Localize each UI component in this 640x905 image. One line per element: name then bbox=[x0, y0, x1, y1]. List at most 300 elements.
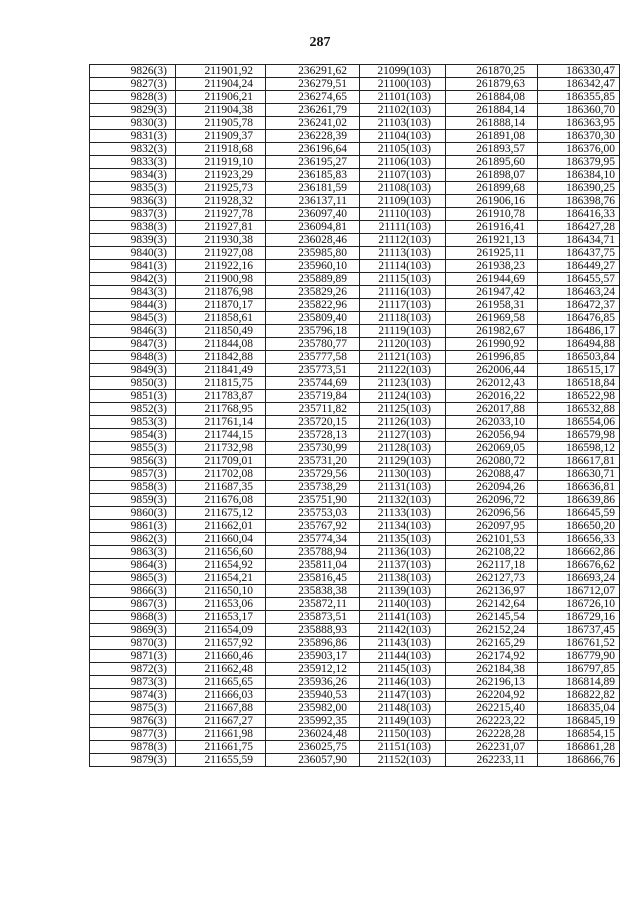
cell-y-coordinate-2: 186463,24 bbox=[538, 286, 620, 299]
table-row bbox=[90, 598, 620, 611]
table-row bbox=[90, 312, 620, 325]
cell-x-coordinate-2: 262165,29 bbox=[446, 637, 538, 650]
cell-y-coordinate-2: 186416,33 bbox=[538, 208, 620, 221]
table-row bbox=[90, 247, 620, 260]
cell-y-coordinate: 235888,93 bbox=[266, 624, 360, 637]
cell-y-coordinate-2: 186693,24 bbox=[538, 572, 620, 585]
cell-x-coordinate: 211656,60 bbox=[176, 546, 266, 559]
cell-x-coordinate: 211841,49 bbox=[176, 364, 266, 377]
cell-point-number-2: 21112(103) bbox=[360, 234, 446, 247]
cell-y-coordinate: 236195,27 bbox=[266, 156, 360, 169]
cell-x-coordinate: 211850,49 bbox=[176, 325, 266, 338]
cell-point-number-2: 21114(103) bbox=[360, 260, 446, 273]
cell-x-coordinate-2: 262012,43 bbox=[446, 377, 538, 390]
cell-point-number-2: 21134(103) bbox=[360, 520, 446, 533]
cell-point-number-2: 21100(103) bbox=[360, 78, 446, 91]
cell-y-coordinate-2: 186379,95 bbox=[538, 156, 620, 169]
cell-x-coordinate: 211654,21 bbox=[176, 572, 266, 585]
cell-point-number: 9865(3) bbox=[90, 572, 176, 585]
cell-point-number-2: 21109(103) bbox=[360, 195, 446, 208]
cell-x-coordinate: 211925,73 bbox=[176, 182, 266, 195]
cell-point-number-2: 21142(103) bbox=[360, 624, 446, 637]
cell-x-coordinate: 211662,48 bbox=[176, 663, 266, 676]
cell-point-number: 9837(3) bbox=[90, 208, 176, 221]
cell-x-coordinate: 211768,95 bbox=[176, 403, 266, 416]
cell-point-number: 9874(3) bbox=[90, 689, 176, 702]
cell-y-coordinate: 235992,35 bbox=[266, 715, 360, 728]
cell-y-coordinate-2: 186437,75 bbox=[538, 247, 620, 260]
table-row bbox=[90, 507, 620, 520]
cell-point-number: 9863(3) bbox=[90, 546, 176, 559]
cell-point-number-2: 21135(103) bbox=[360, 533, 446, 546]
cell-point-number: 9844(3) bbox=[90, 299, 176, 312]
cell-point-number: 9839(3) bbox=[90, 234, 176, 247]
cell-point-number-2: 21126(103) bbox=[360, 416, 446, 429]
cell-x-coordinate: 211922,16 bbox=[176, 260, 266, 273]
cell-x-coordinate-2: 262233,11 bbox=[446, 754, 538, 767]
cell-y-coordinate-2: 186554,06 bbox=[538, 416, 620, 429]
cell-y-coordinate: 236025,75 bbox=[266, 741, 360, 754]
table-row bbox=[90, 533, 620, 546]
cell-point-number-2: 21121(103) bbox=[360, 351, 446, 364]
cell-y-coordinate-2: 186861,28 bbox=[538, 741, 620, 754]
cell-point-number: 9866(3) bbox=[90, 585, 176, 598]
table-row bbox=[90, 728, 620, 741]
cell-y-coordinate-2: 186472,37 bbox=[538, 299, 620, 312]
cell-point-number: 9873(3) bbox=[90, 676, 176, 689]
cell-x-coordinate: 211654,09 bbox=[176, 624, 266, 637]
cell-y-coordinate-2: 186656,33 bbox=[538, 533, 620, 546]
cell-point-number: 9838(3) bbox=[90, 221, 176, 234]
cell-y-coordinate: 235767,92 bbox=[266, 520, 360, 533]
cell-y-coordinate-2: 186476,85 bbox=[538, 312, 620, 325]
cell-x-coordinate-2: 262184,38 bbox=[446, 663, 538, 676]
cell-y-coordinate: 235728,13 bbox=[266, 429, 360, 442]
cell-y-coordinate-2: 186630,71 bbox=[538, 468, 620, 481]
cell-y-coordinate: 235889,89 bbox=[266, 273, 360, 286]
cell-x-coordinate-2: 261996,85 bbox=[446, 351, 538, 364]
cell-y-coordinate: 235982,00 bbox=[266, 702, 360, 715]
table-row bbox=[90, 286, 620, 299]
cell-y-coordinate-2: 186363,95 bbox=[538, 117, 620, 130]
cell-y-coordinate-2: 186503,84 bbox=[538, 351, 620, 364]
page-number: 287 bbox=[309, 35, 331, 50]
cell-point-number-2: 21144(103) bbox=[360, 650, 446, 663]
cell-y-coordinate: 236185,83 bbox=[266, 169, 360, 182]
cell-y-coordinate: 236181,59 bbox=[266, 182, 360, 195]
cell-y-coordinate-2: 186737,45 bbox=[538, 624, 620, 637]
cell-x-coordinate-2: 261921,13 bbox=[446, 234, 538, 247]
cell-x-coordinate: 211919,10 bbox=[176, 156, 266, 169]
cell-y-coordinate-2: 186390,25 bbox=[538, 182, 620, 195]
table-row bbox=[90, 429, 620, 442]
cell-point-number-2: 21102(103) bbox=[360, 104, 446, 117]
cell-x-coordinate: 211650,10 bbox=[176, 585, 266, 598]
cell-x-coordinate-2: 262080,72 bbox=[446, 455, 538, 468]
cell-y-coordinate: 236279,51 bbox=[266, 78, 360, 91]
cell-point-number: 9826(3) bbox=[90, 65, 176, 78]
cell-point-number-2: 21136(103) bbox=[360, 546, 446, 559]
cell-y-coordinate-2: 186662,86 bbox=[538, 546, 620, 559]
cell-y-coordinate: 235940,53 bbox=[266, 689, 360, 702]
table-row bbox=[90, 702, 620, 715]
cell-x-coordinate-2: 262223,22 bbox=[446, 715, 538, 728]
cell-point-number: 9849(3) bbox=[90, 364, 176, 377]
cell-x-coordinate: 211928,32 bbox=[176, 195, 266, 208]
cell-y-coordinate: 236028,46 bbox=[266, 234, 360, 247]
cell-x-coordinate: 211906,21 bbox=[176, 91, 266, 104]
table-row bbox=[90, 390, 620, 403]
cell-y-coordinate-2: 186579,98 bbox=[538, 429, 620, 442]
cell-point-number-2: 21122(103) bbox=[360, 364, 446, 377]
cell-y-coordinate: 236094,81 bbox=[266, 221, 360, 234]
cell-point-number-2: 21107(103) bbox=[360, 169, 446, 182]
cell-y-coordinate-2: 186486,17 bbox=[538, 325, 620, 338]
cell-x-coordinate: 211927,81 bbox=[176, 221, 266, 234]
cell-x-coordinate: 211930,38 bbox=[176, 234, 266, 247]
cell-y-coordinate-2: 186712,07 bbox=[538, 585, 620, 598]
table-row bbox=[90, 156, 620, 169]
cell-y-coordinate: 235829,26 bbox=[266, 286, 360, 299]
table-row bbox=[90, 234, 620, 247]
cell-point-number: 9875(3) bbox=[90, 702, 176, 715]
cell-x-coordinate: 211923,29 bbox=[176, 169, 266, 182]
table-row bbox=[90, 520, 620, 533]
cell-x-coordinate-2: 262094,26 bbox=[446, 481, 538, 494]
cell-point-number-2: 21110(103) bbox=[360, 208, 446, 221]
table-row bbox=[90, 338, 620, 351]
cell-y-coordinate-2: 186494,88 bbox=[538, 338, 620, 351]
table-row bbox=[90, 650, 620, 663]
cell-x-coordinate-2: 262096,56 bbox=[446, 507, 538, 520]
cell-y-coordinate: 235985,80 bbox=[266, 247, 360, 260]
cell-y-coordinate: 235751,90 bbox=[266, 494, 360, 507]
cell-x-coordinate-2: 262096,72 bbox=[446, 494, 538, 507]
cell-y-coordinate-2: 186342,47 bbox=[538, 78, 620, 91]
cell-x-coordinate: 211665,65 bbox=[176, 676, 266, 689]
cell-y-coordinate: 235838,38 bbox=[266, 585, 360, 598]
cell-x-coordinate: 211655,59 bbox=[176, 754, 266, 767]
cell-y-coordinate-2: 186427,28 bbox=[538, 221, 620, 234]
cell-x-coordinate-2: 261910,78 bbox=[446, 208, 538, 221]
cell-point-number: 9843(3) bbox=[90, 286, 176, 299]
cell-x-coordinate: 211661,75 bbox=[176, 741, 266, 754]
cell-point-number-2: 21129(103) bbox=[360, 455, 446, 468]
cell-point-number-2: 21151(103) bbox=[360, 741, 446, 754]
table-row bbox=[90, 637, 620, 650]
cell-point-number: 9857(3) bbox=[90, 468, 176, 481]
cell-y-coordinate: 235788,94 bbox=[266, 546, 360, 559]
cell-point-number-2: 21103(103) bbox=[360, 117, 446, 130]
cell-y-coordinate-2: 186676,62 bbox=[538, 559, 620, 572]
cell-point-number: 9877(3) bbox=[90, 728, 176, 741]
cell-point-number-2: 21125(103) bbox=[360, 403, 446, 416]
table-row bbox=[90, 221, 620, 234]
table-row bbox=[90, 65, 620, 78]
table-row bbox=[90, 169, 620, 182]
cell-point-number-2: 21123(103) bbox=[360, 377, 446, 390]
cell-point-number-2: 21105(103) bbox=[360, 143, 446, 156]
cell-point-number: 9879(3) bbox=[90, 754, 176, 767]
cell-point-number: 9833(3) bbox=[90, 156, 176, 169]
cell-point-number: 9860(3) bbox=[90, 507, 176, 520]
cell-point-number: 9850(3) bbox=[90, 377, 176, 390]
cell-y-coordinate-2: 186854,15 bbox=[538, 728, 620, 741]
cell-x-coordinate-2: 262196,13 bbox=[446, 676, 538, 689]
cell-x-coordinate: 211667,27 bbox=[176, 715, 266, 728]
cell-x-coordinate-2: 261879,63 bbox=[446, 78, 538, 91]
cell-point-number-2: 21106(103) bbox=[360, 156, 446, 169]
table-row bbox=[90, 676, 620, 689]
cell-point-number: 9834(3) bbox=[90, 169, 176, 182]
table-row bbox=[90, 481, 620, 494]
cell-y-coordinate-2: 186355,85 bbox=[538, 91, 620, 104]
cell-y-coordinate-2: 186376,00 bbox=[538, 143, 620, 156]
cell-y-coordinate-2: 186515,17 bbox=[538, 364, 620, 377]
cell-y-coordinate: 235777,58 bbox=[266, 351, 360, 364]
cell-point-number-2: 21118(103) bbox=[360, 312, 446, 325]
cell-point-number: 9829(3) bbox=[90, 104, 176, 117]
cell-point-number: 9861(3) bbox=[90, 520, 176, 533]
cell-y-coordinate: 235774,34 bbox=[266, 533, 360, 546]
cell-y-coordinate-2: 186617,81 bbox=[538, 455, 620, 468]
table-row bbox=[90, 559, 620, 572]
cell-x-coordinate: 211667,88 bbox=[176, 702, 266, 715]
cell-y-coordinate: 235811,04 bbox=[266, 559, 360, 572]
cell-y-coordinate-2: 186384,10 bbox=[538, 169, 620, 182]
cell-point-number-2: 21120(103) bbox=[360, 338, 446, 351]
cell-point-number-2: 21143(103) bbox=[360, 637, 446, 650]
cell-x-coordinate-2: 261888,14 bbox=[446, 117, 538, 130]
table-row bbox=[90, 260, 620, 273]
cell-y-coordinate: 235738,29 bbox=[266, 481, 360, 494]
cell-y-coordinate: 236024,48 bbox=[266, 728, 360, 741]
cell-point-number-2: 21152(103) bbox=[360, 754, 446, 767]
cell-y-coordinate: 235729,56 bbox=[266, 468, 360, 481]
cell-x-coordinate: 211761,14 bbox=[176, 416, 266, 429]
table-row bbox=[90, 130, 620, 143]
cell-point-number: 9859(3) bbox=[90, 494, 176, 507]
cell-x-coordinate-2: 262215,40 bbox=[446, 702, 538, 715]
cell-x-coordinate-2: 262088,47 bbox=[446, 468, 538, 481]
cell-y-coordinate-2: 186726,10 bbox=[538, 598, 620, 611]
table-row bbox=[90, 195, 620, 208]
cell-point-number-2: 21104(103) bbox=[360, 130, 446, 143]
cell-x-coordinate: 211654,92 bbox=[176, 559, 266, 572]
cell-y-coordinate: 235896,86 bbox=[266, 637, 360, 650]
cell-x-coordinate-2: 262108,22 bbox=[446, 546, 538, 559]
cell-y-coordinate-2: 186360,70 bbox=[538, 104, 620, 117]
cell-point-number: 9852(3) bbox=[90, 403, 176, 416]
cell-x-coordinate: 211900,98 bbox=[176, 273, 266, 286]
cell-y-coordinate-2: 186729,16 bbox=[538, 611, 620, 624]
cell-y-coordinate-2: 186398,76 bbox=[538, 195, 620, 208]
cell-x-coordinate: 211783,87 bbox=[176, 390, 266, 403]
cell-y-coordinate: 235912,12 bbox=[266, 663, 360, 676]
cell-x-coordinate-2: 262142,64 bbox=[446, 598, 538, 611]
cell-point-number: 9846(3) bbox=[90, 325, 176, 338]
cell-x-coordinate-2: 262228,28 bbox=[446, 728, 538, 741]
cell-x-coordinate-2: 261884,08 bbox=[446, 91, 538, 104]
cell-point-number-2: 21138(103) bbox=[360, 572, 446, 585]
cell-y-coordinate: 235816,45 bbox=[266, 572, 360, 585]
cell-y-coordinate: 235730,99 bbox=[266, 442, 360, 455]
cell-x-coordinate: 211660,04 bbox=[176, 533, 266, 546]
cell-x-coordinate-2: 262017,88 bbox=[446, 403, 538, 416]
cell-x-coordinate: 211744,15 bbox=[176, 429, 266, 442]
cell-point-number: 9862(3) bbox=[90, 533, 176, 546]
cell-x-coordinate-2: 261969,58 bbox=[446, 312, 538, 325]
cell-x-coordinate-2: 262016,22 bbox=[446, 390, 538, 403]
cell-x-coordinate: 211660,46 bbox=[176, 650, 266, 663]
cell-point-number: 9867(3) bbox=[90, 598, 176, 611]
cell-y-coordinate: 235822,96 bbox=[266, 299, 360, 312]
table-row bbox=[90, 455, 620, 468]
cell-point-number: 9847(3) bbox=[90, 338, 176, 351]
cell-y-coordinate-2: 186845,19 bbox=[538, 715, 620, 728]
cell-x-coordinate: 211927,08 bbox=[176, 247, 266, 260]
cell-x-coordinate-2: 262097,95 bbox=[446, 520, 538, 533]
cell-x-coordinate: 211676,08 bbox=[176, 494, 266, 507]
cell-y-coordinate: 235744,69 bbox=[266, 377, 360, 390]
cell-y-coordinate: 235872,11 bbox=[266, 598, 360, 611]
cell-x-coordinate-2: 261906,16 bbox=[446, 195, 538, 208]
cell-x-coordinate-2: 262069,05 bbox=[446, 442, 538, 455]
cell-y-coordinate: 236291,62 bbox=[266, 65, 360, 78]
cell-y-coordinate: 235753,03 bbox=[266, 507, 360, 520]
cell-x-coordinate: 211653,06 bbox=[176, 598, 266, 611]
cell-y-coordinate: 236241,02 bbox=[266, 117, 360, 130]
cell-x-coordinate-2: 261944,69 bbox=[446, 273, 538, 286]
cell-point-number-2: 21137(103) bbox=[360, 559, 446, 572]
cell-y-coordinate: 236097,40 bbox=[266, 208, 360, 221]
table-row bbox=[90, 364, 620, 377]
cell-point-number-2: 21150(103) bbox=[360, 728, 446, 741]
table-row bbox=[90, 78, 620, 91]
cell-y-coordinate: 235731,20 bbox=[266, 455, 360, 468]
table-row bbox=[90, 585, 620, 598]
cell-point-number: 9831(3) bbox=[90, 130, 176, 143]
cell-x-coordinate-2: 262101,53 bbox=[446, 533, 538, 546]
cell-point-number: 9871(3) bbox=[90, 650, 176, 663]
cell-x-coordinate: 211927,78 bbox=[176, 208, 266, 221]
cell-y-coordinate: 236261,79 bbox=[266, 104, 360, 117]
table-row bbox=[90, 468, 620, 481]
cell-point-number-2: 21148(103) bbox=[360, 702, 446, 715]
cell-x-coordinate: 211653,17 bbox=[176, 611, 266, 624]
cell-point-number-2: 21139(103) bbox=[360, 585, 446, 598]
table-row bbox=[90, 325, 620, 338]
cell-point-number-2: 21128(103) bbox=[360, 442, 446, 455]
table-row bbox=[90, 91, 620, 104]
cell-x-coordinate: 211662,01 bbox=[176, 520, 266, 533]
cell-x-coordinate-2: 262152,24 bbox=[446, 624, 538, 637]
cell-y-coordinate: 235873,51 bbox=[266, 611, 360, 624]
cell-x-coordinate-2: 261895,60 bbox=[446, 156, 538, 169]
table-row bbox=[90, 208, 620, 221]
cell-point-number-2: 21146(103) bbox=[360, 676, 446, 689]
cell-y-coordinate-2: 186866,76 bbox=[538, 754, 620, 767]
cell-x-coordinate: 211904,24 bbox=[176, 78, 266, 91]
coordinates-table bbox=[89, 64, 620, 767]
cell-y-coordinate: 236274,65 bbox=[266, 91, 360, 104]
cell-point-number: 9840(3) bbox=[90, 247, 176, 260]
cell-y-coordinate-2: 186639,86 bbox=[538, 494, 620, 507]
cell-y-coordinate: 235780,77 bbox=[266, 338, 360, 351]
table-row bbox=[90, 572, 620, 585]
cell-point-number: 9872(3) bbox=[90, 663, 176, 676]
cell-point-number-2: 21140(103) bbox=[360, 598, 446, 611]
cell-point-number-2: 21141(103) bbox=[360, 611, 446, 624]
cell-x-coordinate-2: 261925,11 bbox=[446, 247, 538, 260]
cell-point-number: 9845(3) bbox=[90, 312, 176, 325]
cell-y-coordinate: 235720,15 bbox=[266, 416, 360, 429]
cell-x-coordinate-2: 262204,92 bbox=[446, 689, 538, 702]
cell-y-coordinate-2: 186650,20 bbox=[538, 520, 620, 533]
cell-x-coordinate-2: 262174,92 bbox=[446, 650, 538, 663]
table-row bbox=[90, 494, 620, 507]
cell-y-coordinate: 235773,51 bbox=[266, 364, 360, 377]
cell-y-coordinate-2: 186761,52 bbox=[538, 637, 620, 650]
table-row bbox=[90, 741, 620, 754]
cell-y-coordinate-2: 186645,59 bbox=[538, 507, 620, 520]
cell-point-number-2: 21124(103) bbox=[360, 390, 446, 403]
table-row bbox=[90, 611, 620, 624]
cell-x-coordinate-2: 261893,57 bbox=[446, 143, 538, 156]
cell-y-coordinate-2: 186434,71 bbox=[538, 234, 620, 247]
cell-point-number: 9853(3) bbox=[90, 416, 176, 429]
cell-x-coordinate-2: 262127,73 bbox=[446, 572, 538, 585]
cell-y-coordinate: 236137,11 bbox=[266, 195, 360, 208]
cell-x-coordinate-2: 262117,18 bbox=[446, 559, 538, 572]
table-row bbox=[90, 442, 620, 455]
cell-x-coordinate: 211675,12 bbox=[176, 507, 266, 520]
cell-point-number: 9827(3) bbox=[90, 78, 176, 91]
cell-point-number: 9835(3) bbox=[90, 182, 176, 195]
cell-point-number-2: 21119(103) bbox=[360, 325, 446, 338]
cell-point-number-2: 21133(103) bbox=[360, 507, 446, 520]
table-row bbox=[90, 624, 620, 637]
cell-y-coordinate-2: 186636,81 bbox=[538, 481, 620, 494]
cell-point-number: 9841(3) bbox=[90, 260, 176, 273]
cell-x-coordinate-2: 262033,10 bbox=[446, 416, 538, 429]
cell-x-coordinate: 211909,37 bbox=[176, 130, 266, 143]
cell-x-coordinate-2: 261884,14 bbox=[446, 104, 538, 117]
cell-y-coordinate-2: 186518,84 bbox=[538, 377, 620, 390]
coordinates-table-body bbox=[90, 65, 620, 767]
cell-x-coordinate: 211842,88 bbox=[176, 351, 266, 364]
cell-y-coordinate: 235809,40 bbox=[266, 312, 360, 325]
cell-point-number-2: 21147(103) bbox=[360, 689, 446, 702]
cell-x-coordinate-2: 261990,92 bbox=[446, 338, 538, 351]
cell-y-coordinate-2: 186835,04 bbox=[538, 702, 620, 715]
cell-point-number-2: 21113(103) bbox=[360, 247, 446, 260]
cell-x-coordinate: 211904,38 bbox=[176, 104, 266, 117]
cell-y-coordinate: 235960,10 bbox=[266, 260, 360, 273]
cell-y-coordinate: 235711,82 bbox=[266, 403, 360, 416]
cell-x-coordinate-2: 261916,41 bbox=[446, 221, 538, 234]
cell-x-coordinate-2: 261938,23 bbox=[446, 260, 538, 273]
cell-x-coordinate-2: 261947,42 bbox=[446, 286, 538, 299]
cell-x-coordinate: 211858,61 bbox=[176, 312, 266, 325]
table-row bbox=[90, 377, 620, 390]
cell-y-coordinate-2: 186370,30 bbox=[538, 130, 620, 143]
cell-y-coordinate-2: 186814,89 bbox=[538, 676, 620, 689]
cell-point-number-2: 21111(103) bbox=[360, 221, 446, 234]
cell-y-coordinate-2: 186779,90 bbox=[538, 650, 620, 663]
table-row bbox=[90, 143, 620, 156]
cell-x-coordinate: 211657,92 bbox=[176, 637, 266, 650]
